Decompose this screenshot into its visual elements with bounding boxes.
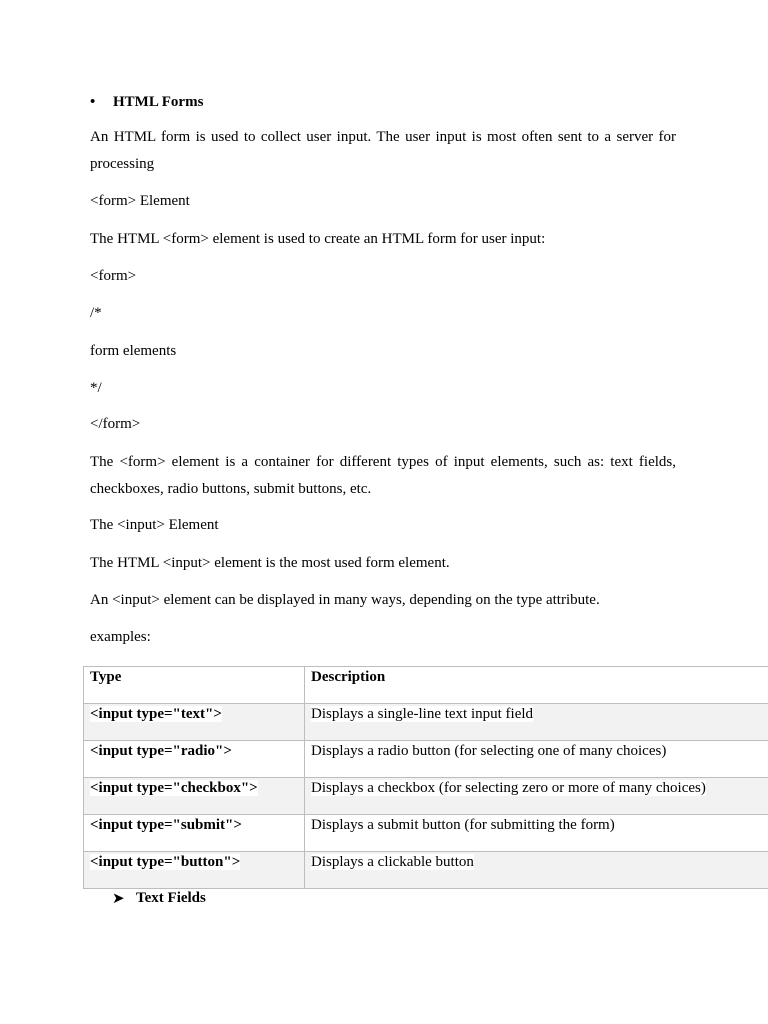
code-line-form-close: </form> (90, 416, 141, 432)
table-row (84, 852, 768, 889)
type-code: <input type="button"> (90, 854, 241, 870)
bullet-icon: • (90, 93, 96, 110)
input-element-description: The HTML <input> element is the most used form element. (90, 555, 450, 571)
table-cell-description (305, 741, 768, 778)
input-types-table (83, 666, 768, 889)
table-cell-type (84, 778, 305, 815)
code-line-comment-close: */ (90, 380, 102, 396)
form-element-description: The HTML <form> element is used to create an HTML form for user input: (90, 231, 546, 247)
description-text: Displays a single-line text input field (311, 706, 534, 722)
table-header-description: Description (305, 667, 768, 704)
code-line-comment-open: /* (90, 305, 102, 321)
table-cell-type (84, 815, 305, 852)
description-text: Displays a clickable button (311, 854, 474, 870)
type-code: <input type="text"> (90, 706, 222, 722)
table-cell-description (305, 778, 768, 815)
input-element-heading: The <input> Element (90, 517, 219, 533)
table-row (84, 741, 768, 778)
section-heading (90, 92, 203, 112)
table-header-row (84, 667, 768, 704)
subsection-heading-title: Text Fields (136, 889, 206, 906)
table-cell-type (84, 741, 305, 778)
examples-label: examples: (90, 629, 151, 645)
code-line-form-open: <form> (90, 268, 137, 284)
table-cell-type (84, 852, 305, 889)
input-type-paragraph: An <input> element can be displayed in many ways, depending on the type attribute. (90, 592, 600, 608)
table-cell-description (305, 704, 768, 741)
type-code: <input type="checkbox"> (90, 780, 258, 796)
description-text: Displays a submit button (for submitting the form) (311, 817, 615, 833)
table-cell-type (84, 704, 305, 741)
arrow-bullet-icon: ➤ (112, 889, 125, 907)
description-text: Displays a radio button (for selecting one of many choices) (311, 743, 667, 759)
section-heading-title: HTML Forms (113, 93, 204, 110)
subsection-heading (112, 888, 206, 908)
table-cell-description (305, 852, 768, 889)
type-code: <input type="submit"> (90, 817, 242, 833)
table-row (84, 778, 768, 815)
description-text: Displays a checkbox (for selecting zero or more of many choices) (311, 780, 706, 796)
table-row (84, 815, 768, 852)
type-code: <input type="radio"> (90, 743, 232, 759)
form-element-heading: <form> Element (90, 193, 190, 209)
intro-paragraph: An HTML form is used to collect user input. The user input is most often sent to a server for processing (90, 129, 676, 172)
form-container-paragraph: The <form> element is a container for different types of input elements, such as: text fields, checkboxes, radio buttons, submit buttons, etc. (90, 454, 676, 497)
code-line-form-elements: form elements (90, 343, 177, 359)
table-header-type: Type (84, 667, 305, 704)
table-cell-description (305, 815, 768, 852)
table-row (84, 704, 768, 741)
